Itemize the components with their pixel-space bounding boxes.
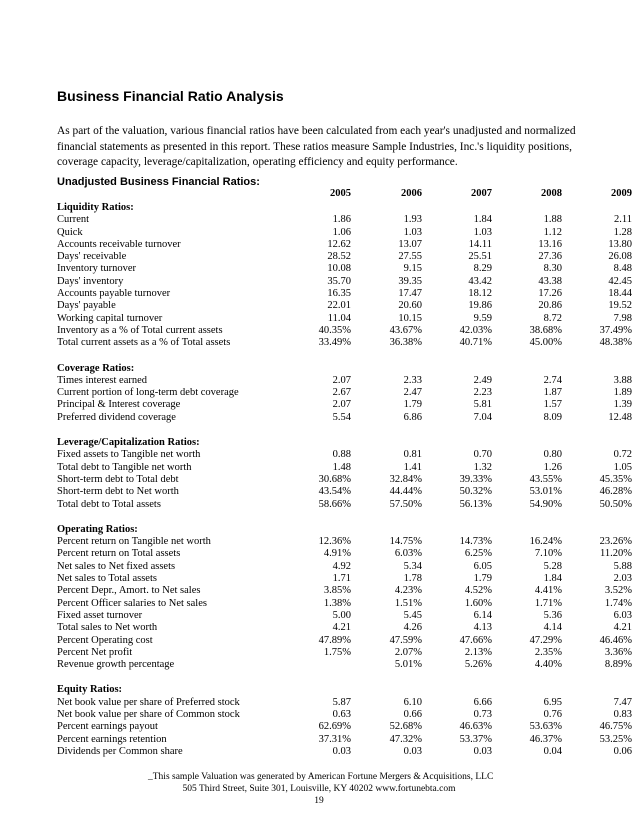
ratio-value: 57.50% [389, 498, 422, 510]
table-row [0, 412, 638, 424]
ratio-value: 4.23% [394, 585, 422, 597]
ratio-value: 6.03 [613, 609, 632, 621]
ratio-value: 4.21 [613, 622, 632, 634]
ratio-value: 1.74% [604, 597, 632, 609]
ratio-value: 5.87 [332, 696, 351, 708]
ratio-section [0, 363, 638, 424]
row-label: Total debt to Tangible net worth [57, 461, 192, 473]
ratio-value: 36.38% [389, 337, 422, 349]
ratio-value: 2.13% [464, 646, 492, 658]
ratio-value: 46.46% [599, 634, 632, 646]
ratio-value: 5.26% [464, 659, 492, 671]
ratio-value: 37.49% [599, 324, 632, 336]
ratio-value: 1.79 [403, 399, 422, 411]
ratio-value: 1.05 [613, 461, 632, 473]
ratio-value: 38.68% [529, 324, 562, 336]
ratio-value: 27.36 [538, 251, 562, 263]
ratio-value: 16.24% [529, 536, 562, 548]
ratio-value: 17.47 [398, 288, 422, 300]
ratio-value: 47.29% [529, 634, 562, 646]
ratio-value: 52.68% [389, 721, 422, 733]
row-label: Total current assets as a % of Total assets [57, 337, 231, 349]
ratio-value: 6.10 [403, 696, 422, 708]
section-title: Equity Ratios: [57, 684, 123, 696]
ratio-value: 46.75% [599, 721, 632, 733]
table-row [0, 746, 638, 758]
ratio-value: 26.08 [608, 251, 632, 263]
ratio-value: 53.25% [599, 733, 632, 745]
ratio-value: 1.89 [613, 387, 632, 399]
table-row [0, 499, 638, 511]
ratio-value: 8.89% [604, 659, 632, 671]
table-row [0, 622, 638, 634]
ratio-value: 1.86 [332, 214, 351, 226]
ratio-value: 2.33 [403, 374, 422, 386]
row-label: Accounts receivable turnover [57, 238, 181, 250]
ratio-value: 50.32% [459, 486, 492, 498]
ratio-value: 1.38% [323, 597, 351, 609]
ratio-value: 54.90% [529, 498, 562, 510]
ratio-value: 47.66% [459, 634, 492, 646]
ratio-value: 1.26 [543, 461, 562, 473]
table-row [0, 659, 638, 671]
ratio-section [0, 684, 638, 758]
ratio-value: 42.03% [459, 324, 492, 336]
row-label: Accounts payable turnover [57, 288, 171, 300]
ratio-value: 18.44 [608, 288, 632, 300]
table-row [0, 239, 638, 251]
ratio-value: 53.01% [529, 486, 562, 498]
ratio-value: 43.67% [389, 324, 422, 336]
ratio-value: 3.36% [604, 646, 632, 658]
row-label: Percent return on Tangible net worth [57, 536, 211, 548]
table-row [0, 647, 638, 659]
ratio-value: 1.28 [613, 226, 632, 238]
row-label: Quick [57, 226, 83, 238]
row-label: Times interest earned [57, 374, 148, 386]
table-row [0, 721, 638, 733]
row-label: Net book value per share of Preferred stock [57, 696, 240, 708]
table-row [0, 610, 638, 622]
ratio-value: 43.42 [468, 275, 492, 287]
ratio-value: 5.81 [473, 399, 492, 411]
ratio-value: 20.86 [538, 300, 562, 312]
ratio-value: 1.32 [473, 461, 492, 473]
ratio-value: 14.75% [389, 536, 422, 548]
ratio-value: 0.03 [403, 745, 422, 757]
ratio-value: 13.80 [608, 238, 632, 250]
ratio-value: 33.49% [318, 337, 351, 349]
ratio-value: 47.89% [318, 634, 351, 646]
ratio-value: 2.74 [543, 374, 562, 386]
ratio-value: 1.03 [473, 226, 492, 238]
ratio-value: 1.48 [332, 461, 351, 473]
ratio-value: 62.69% [318, 721, 351, 733]
ratio-value: 0.88 [332, 449, 351, 461]
section-title: Operating Ratios: [57, 523, 138, 535]
ratio-value: 6.66 [473, 696, 492, 708]
ratio-value: 25.51 [468, 251, 492, 263]
ratio-value: 39.33% [459, 473, 492, 485]
ratio-value: 1.79 [473, 573, 492, 585]
ratio-value: 6.86 [403, 411, 422, 423]
ratio-section [0, 524, 638, 672]
ratio-value: 5.36 [543, 609, 562, 621]
ratio-value: 8.29 [473, 263, 492, 275]
year-header: 2005 [330, 188, 351, 199]
page-number: 19 [314, 796, 324, 806]
row-label: Percent earnings retention [57, 733, 167, 745]
row-label: Fixed asset turnover [57, 609, 143, 621]
ratio-value: 47.32% [389, 733, 422, 745]
ratio-value: 48.38% [599, 337, 632, 349]
table-row [0, 697, 638, 709]
ratio-value: 8.48 [613, 263, 632, 275]
table-row [0, 325, 638, 337]
table-row [0, 635, 638, 647]
ratio-value: 30.68% [318, 473, 351, 485]
ratio-value: 2.07% [394, 646, 422, 658]
ratio-section [0, 437, 638, 511]
row-label: Preferred dividend coverage [57, 411, 176, 423]
table-row [0, 214, 638, 226]
ratio-value: 2.35% [534, 646, 562, 658]
table-row [0, 734, 638, 746]
row-label: Percent return on Total assets [57, 548, 181, 560]
ratio-value: 10.08 [327, 263, 351, 275]
ratio-value: 32.84% [389, 473, 422, 485]
section-title: Leverage/Capitalization Ratios: [57, 437, 200, 449]
row-label: Total sales to Net worth [57, 622, 158, 634]
ratio-value: 9.59 [473, 312, 492, 324]
row-label: Net sales to Total assets [57, 573, 157, 585]
ratio-value: 13.16 [538, 238, 562, 250]
row-label: Days' payable [57, 300, 116, 312]
ratio-table [0, 202, 638, 771]
table-row [0, 561, 638, 573]
table-row [0, 337, 638, 349]
ratio-value: 6.03% [394, 548, 422, 560]
ratio-value: 2.49 [473, 374, 492, 386]
row-label: Dividends per Common share [57, 745, 183, 757]
ratio-value: 8.72 [543, 312, 562, 324]
ratio-value: 8.30 [543, 263, 562, 275]
table-row [0, 300, 638, 312]
table-row [0, 598, 638, 610]
table-row [0, 548, 638, 560]
table-row [0, 486, 638, 498]
ratio-value: 6.05 [473, 560, 492, 572]
ratio-value: 27.55 [398, 251, 422, 263]
ratio-value: 45.35% [599, 473, 632, 485]
ratio-value: 6.25% [464, 548, 492, 560]
table-row [0, 474, 638, 486]
row-label: Net book value per share of Common stock [57, 708, 240, 720]
table-row [0, 573, 638, 585]
ratio-value: 19.52 [608, 300, 632, 312]
footer-attribution: _This sample Valuation was generated by American Fortune Mergers & Acquisitions, LLC [148, 772, 494, 782]
ratio-value: 1.06 [332, 226, 351, 238]
row-label: Short-term debt to Total debt [57, 473, 179, 485]
row-label: Inventory turnover [57, 263, 137, 275]
ratio-value: 3.52% [604, 585, 632, 597]
table-row [0, 375, 638, 387]
ratio-value: 4.26 [403, 622, 422, 634]
ratio-value: 2.07 [332, 399, 351, 411]
table-row [0, 276, 638, 288]
ratio-value: 28.52 [327, 251, 351, 263]
ratio-value: 2.03 [613, 573, 632, 585]
ratio-value: 4.13 [473, 622, 492, 634]
ratio-value: 19.86 [468, 300, 492, 312]
table-row [0, 313, 638, 325]
ratio-value: 7.10% [534, 548, 562, 560]
ratio-value: 44.44% [389, 486, 422, 498]
ratio-value: 5.45 [403, 609, 422, 621]
ratio-value: 0.81 [403, 449, 422, 461]
year-header: 2006 [401, 188, 422, 199]
table-row [0, 387, 638, 399]
ratio-value: 45.00% [529, 337, 562, 349]
row-label: Inventory as a % of Total current assets [57, 324, 223, 336]
table-row [0, 585, 638, 597]
table-row [0, 536, 638, 548]
ratio-value: 6.95 [543, 696, 562, 708]
row-label: Percent Operating cost [57, 634, 153, 646]
ratio-value: 0.83 [613, 708, 632, 720]
ratio-value: 14.11 [468, 238, 492, 250]
section-title: Liquidity Ratios: [57, 202, 134, 213]
year-header: 2008 [541, 188, 562, 199]
table-row [0, 399, 638, 411]
ratio-value: 46.37% [529, 733, 562, 745]
ratio-value: 46.28% [599, 486, 632, 498]
table-row [0, 288, 638, 300]
intro-paragraph: As part of the valuation, various financial ratios have been calculated from each year's unadjusted and normalized financial statements as presented in this report. These ratios measure Sample Industries, Inc.'s liquidity positions, coverage capacity, leverage/capitalization, operating efficiency and equity performance. [57, 125, 576, 168]
ratio-section [0, 202, 638, 350]
ratio-value: 4.40% [534, 659, 562, 671]
ratio-value: 1.78 [403, 573, 422, 585]
row-label: Current portion of long-term debt coverage [57, 387, 239, 399]
row-label: Revenue growth percentage [57, 659, 175, 671]
ratio-value: 1.93 [403, 214, 422, 226]
ratio-value: 7.98 [613, 312, 632, 324]
table-row [0, 462, 638, 474]
ratio-value: 11.20% [600, 548, 632, 560]
ratio-value: 5.54 [332, 411, 351, 423]
ratio-value: 58.66% [318, 498, 351, 510]
ratio-value: 20.60 [398, 300, 422, 312]
section-title: Coverage Ratios: [57, 362, 135, 374]
ratio-value: 18.12 [468, 288, 492, 300]
ratio-value: 5.88 [613, 560, 632, 572]
ratio-value: 43.55% [529, 473, 562, 485]
ratio-value: 37.31% [318, 733, 351, 745]
ratio-value: 3.85% [323, 585, 351, 597]
ratio-value: 2.23 [473, 387, 492, 399]
ratio-value: 4.92 [332, 560, 351, 572]
ratio-value: 0.73 [473, 708, 492, 720]
row-label: Net sales to Net fixed assets [57, 560, 176, 572]
ratio-value: 40.35% [318, 324, 351, 336]
ratio-value: 12.36% [318, 536, 351, 548]
ratio-value: 42.45 [608, 275, 632, 287]
ratio-value: 1.88 [543, 214, 562, 226]
row-label: Percent Net profit [57, 646, 133, 658]
ratio-value: 1.51% [394, 597, 422, 609]
ratio-value: 4.14 [543, 622, 562, 634]
ratio-value: 0.06 [613, 745, 632, 757]
year-header: 2009 [611, 188, 632, 199]
year-header-row [0, 188, 638, 202]
ratio-value: 4.91% [323, 548, 351, 560]
footer-address: 505 Third Street, Suite 301, Louisville, KY 40202 www.fortunebta.com [182, 784, 456, 794]
ratio-value: 39.35 [398, 275, 422, 287]
ratio-value: 56.13% [459, 498, 492, 510]
ratio-value: 0.76 [543, 708, 562, 720]
ratio-value: 1.41 [403, 461, 422, 473]
table-row [0, 263, 638, 275]
row-label: Short-term debt to Net worth [57, 486, 179, 498]
ratio-value: 2.67 [332, 387, 351, 399]
ratio-value: 1.84 [543, 573, 562, 585]
row-label: Percent Officer salaries to Net sales [57, 597, 207, 609]
ratio-value: 5.01% [394, 659, 422, 671]
ratio-value: 10.15 [398, 312, 422, 324]
ratio-value: 23.26% [599, 536, 632, 548]
ratio-value: 4.21 [332, 622, 351, 634]
ratio-value: 46.63% [459, 721, 492, 733]
ratio-value: 43.54% [318, 486, 351, 498]
ratio-value: 0.63 [332, 708, 351, 720]
ratio-value: 1.60% [464, 597, 492, 609]
ratio-value: 12.48 [608, 411, 632, 423]
ratio-value: 0.80 [543, 449, 562, 461]
ratio-value: 7.47 [613, 696, 632, 708]
ratio-value: 14.73% [459, 536, 492, 548]
ratio-value: 13.07 [398, 238, 422, 250]
ratio-value: 22.01 [327, 300, 351, 312]
ratio-value: 4.41% [534, 585, 562, 597]
ratio-value: 5.28 [543, 560, 562, 572]
ratio-value: 1.84 [473, 214, 492, 226]
table-subheading: Unadjusted Business Financial Ratios: [57, 176, 260, 188]
row-label: Fixed assets to Tangible net worth [57, 449, 201, 461]
ratio-value: 8.09 [543, 411, 562, 423]
ratio-value: 0.70 [473, 449, 492, 461]
ratio-value: 53.37% [459, 733, 492, 745]
table-row [0, 709, 638, 721]
ratio-value: 6.14 [473, 609, 492, 621]
row-label: Principal & Interest coverage [57, 399, 181, 411]
ratio-value: 0.03 [473, 745, 492, 757]
ratio-value: 4.52% [464, 585, 492, 597]
ratio-value: 16.35 [327, 288, 351, 300]
ratio-value: 40.71% [459, 337, 492, 349]
ratio-value: 2.47 [403, 387, 422, 399]
ratio-value: 11.04 [327, 312, 351, 324]
ratio-value: 1.87 [543, 387, 562, 399]
ratio-value: 1.39 [613, 399, 632, 411]
row-label: Percent Depr., Amort. to Net sales [57, 585, 201, 597]
ratio-value: 5.00 [332, 609, 351, 621]
ratio-value: 9.15 [403, 263, 422, 275]
table-row [0, 251, 638, 263]
ratio-value: 1.03 [403, 226, 422, 238]
ratio-value: 0.04 [543, 745, 562, 757]
ratio-value: 43.38 [538, 275, 562, 287]
ratio-value: 53.63% [529, 721, 562, 733]
ratio-value: 1.12 [543, 226, 562, 238]
ratio-value: 47.59% [389, 634, 422, 646]
ratio-value: 2.07 [332, 374, 351, 386]
ratio-value: 7.04 [473, 411, 492, 423]
ratio-value: 12.62 [327, 238, 351, 250]
row-label: Total debt to Total assets [57, 498, 161, 510]
ratio-value: 35.70 [327, 275, 351, 287]
row-label: Days' receivable [57, 251, 127, 263]
ratio-value: 1.71% [534, 597, 562, 609]
ratio-value: 2.11 [614, 214, 632, 226]
row-label: Percent earnings payout [57, 721, 158, 733]
table-row [0, 227, 638, 239]
ratio-value: 0.66 [403, 708, 422, 720]
table-row [0, 449, 638, 461]
ratio-value: 5.34 [403, 560, 422, 572]
row-label: Current [57, 214, 90, 226]
ratio-value: 0.03 [332, 745, 351, 757]
ratio-value: 0.72 [613, 449, 632, 461]
ratio-value: 17.26 [538, 288, 562, 300]
ratio-value: 50.50% [599, 498, 632, 510]
ratio-value: 1.75% [323, 646, 351, 658]
ratio-value: 3.88 [613, 374, 632, 386]
row-label: Days' inventory [57, 275, 124, 287]
row-label: Working capital turnover [57, 312, 163, 324]
ratio-value: 1.71 [332, 573, 351, 585]
year-header: 2007 [471, 188, 492, 199]
ratio-value: 1.57 [543, 399, 562, 411]
page-title: Business Financial Ratio Analysis [57, 88, 284, 104]
